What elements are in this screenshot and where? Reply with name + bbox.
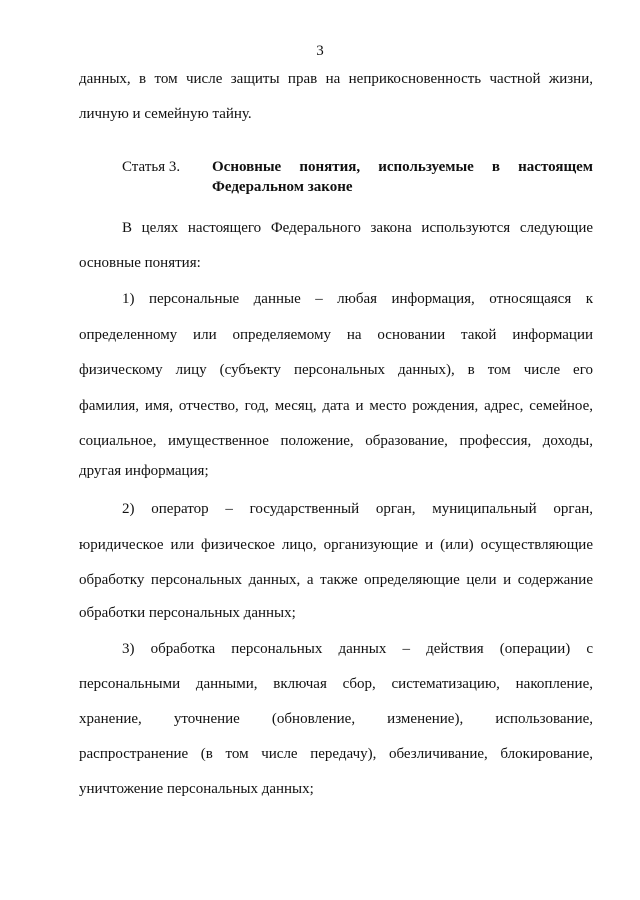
article-heading [122, 157, 593, 197]
item2-line-3: обработку персональных данных, а также определяющие цели и содержание [79, 572, 593, 588]
intro-line-1: данных, в том числе защиты прав на неприкосновенность частной жизни, [79, 71, 593, 87]
item1-line-4: фамилия, имя, отчество, год, месяц, дата и место рождения, адрес, семейное, [79, 398, 593, 414]
item3-line-1: 3) обработка персональных данных – действия (операции) с [122, 641, 593, 657]
item1-line-3: физическому лицу (субъекту персональных данных), в том числе его [79, 362, 593, 378]
item3-line-4: распространение (в том числе передачу), обезличивание, блокирование, [79, 746, 593, 762]
item2-line-2: юридическое или физическое лицо, организующие и (или) осуществляющие [79, 537, 593, 553]
page-number: 3 [316, 43, 324, 59]
item2-line-1: 2) оператор – государственный орган, муниципальный орган, [122, 501, 593, 517]
item1-line-5: социальное, имущественное положение, образование, профессия, доходы, [79, 433, 593, 449]
intro-line-2: личную и семейную тайну. [79, 106, 252, 122]
para0-line-1: В целях настоящего Федерального закона используются следующие [122, 220, 593, 236]
item3-line-3: хранение, уточнение (обновление, изменение), использование, [79, 711, 593, 727]
item1-line-1: 1) персональные данные – любая информация, относящаяся к [122, 291, 593, 307]
article-label: Статья 3. [122, 159, 181, 175]
article-title-line-2: Федеральном законе [212, 179, 353, 195]
item2-line-4: обработки персональных данных; [79, 605, 296, 621]
item1-line-2: определенному или определяемому на основании такой информации [79, 327, 593, 343]
para0-line-2: основные понятия: [79, 255, 201, 271]
item3-line-5: уничтожение персональных данных; [79, 781, 314, 797]
article-title-line-1: Основные понятия, используемые в настоящем [212, 159, 593, 175]
item1-line-6: другая информация; [79, 463, 209, 479]
item3-line-2: персональными данными, включая сбор, систематизацию, накопление, [79, 676, 593, 692]
